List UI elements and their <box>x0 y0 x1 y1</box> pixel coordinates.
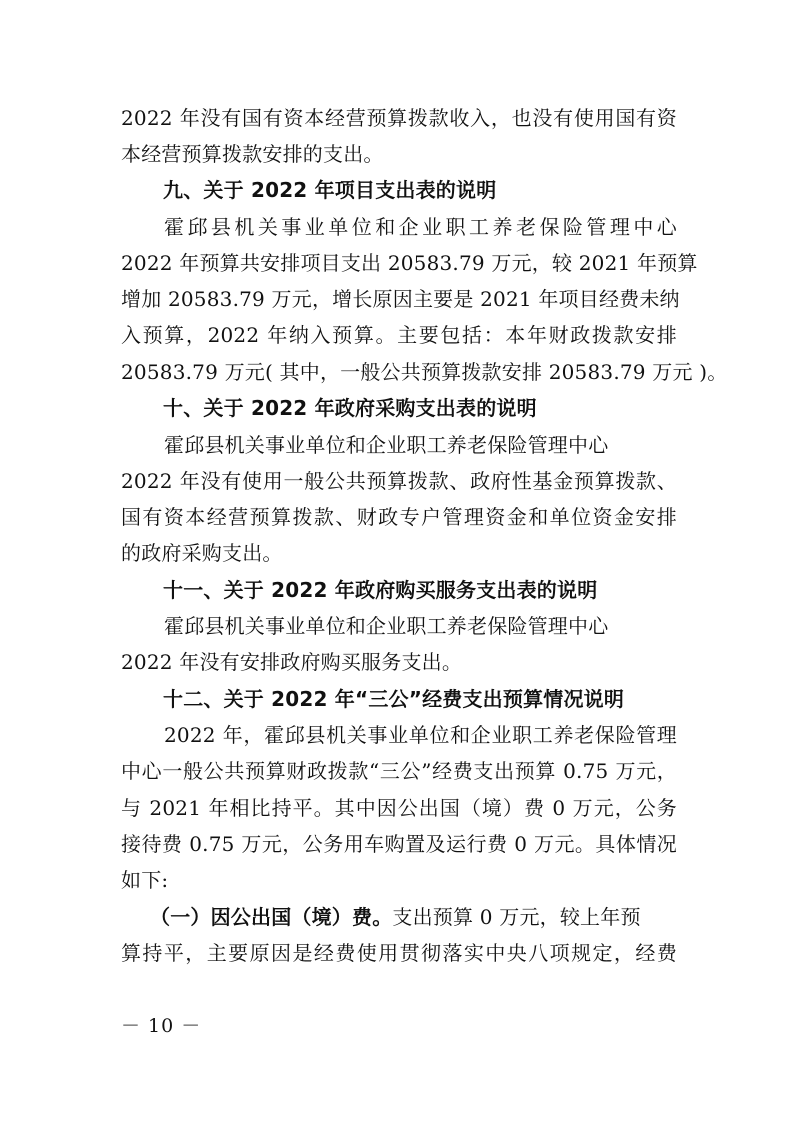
body-text-line: 2022 年，霍邱县机关事业单位和企业职工养老保险管理 <box>164 723 677 747</box>
section-heading-11: 十一、关于 2022 年政府购买服务支出表的说明 <box>163 578 598 602</box>
section-heading-12: 十二、关于 2022 年“三公”经费支出预算情况说明 <box>163 687 625 711</box>
body-text-line: 入预算，2022 年纳入预算。主要包括：本年财政拨款安排 <box>121 323 677 347</box>
body-text-line: 霍邱县机关事业单位和企业职工养老保险管理中心 <box>164 614 609 638</box>
subsection-line <box>150 899 677 935</box>
body-text-line: 20583.79 万元( 其中，一般公共预算拨款安排 20583.79 万元 )。 <box>121 360 728 384</box>
body-text-line: 2022 年没有国有资本经营预算拨款收入，也没有使用国有资 <box>121 106 677 130</box>
body-text-line: 霍邱县机关事业单位和企业职工养老保险管理中心 <box>164 433 609 457</box>
body-text-line: 霍邱县机关事业单位和企业职工养老保险管理中心 <box>164 215 677 239</box>
section-heading-10: 十、关于 2022 年政府采购支出表的说明 <box>163 396 537 420</box>
body-text-line: 中心一般公共预算财政拨款“三公”经费支出预算 0.75 万元， <box>121 759 677 783</box>
body-text-line: 本经营预算拨款安排的支出。 <box>121 142 384 166</box>
body-text-line: 的政府采购支出。 <box>121 541 283 565</box>
body-text-line: 国有资本经营预算拨款、财政专户管理资金和单位资金安排 <box>121 505 677 529</box>
body-text-line: 2022 年预算共安排项目支出 20583.79 万元，较 2021 年预算 <box>121 251 698 275</box>
body-text-line: 如下: <box>121 868 169 892</box>
body-text-line: 算持平，主要原因是经费使用贯彻落实中央八项规定，经费 <box>121 941 677 965</box>
page-number: － 10 － <box>121 1015 202 1037</box>
body-text-line: 2022 年没有使用一般公共预算拨款、政府性基金预算拨款、 <box>121 469 677 493</box>
body-text-line: 接待费 0.75 万元，公务用车购置及运行费 0 万元。具体情况 <box>121 832 677 856</box>
body-text-line: 与 2021 年相比持平。其中因公出国（境）费 0 万元，公务 <box>121 796 677 820</box>
section-heading-9: 九、关于 2022 年项目支出表的说明 <box>163 178 497 202</box>
subsection-text: 支出预算 0 万元，较上年预 <box>392 905 641 929</box>
body-text-line: 2022 年没有安排政府购买服务支出。 <box>121 650 463 674</box>
body-text-line: 增加 20583.79 万元，增长原因主要是 2021 年项目经费未纳 <box>121 287 680 311</box>
subsection-heading: （一）因公出国（境）费。 <box>150 905 393 929</box>
